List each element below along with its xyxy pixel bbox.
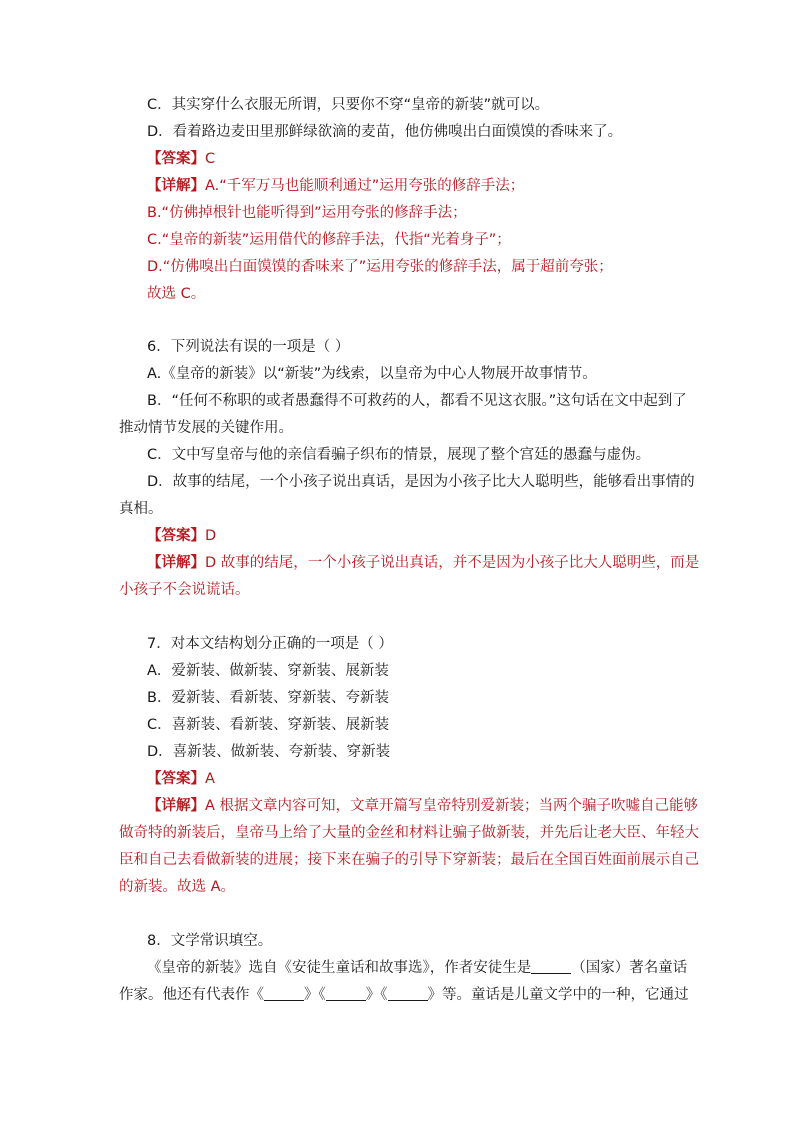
q7-option-c: C．喜新装、看新装、穿新装、展新装 <box>147 717 390 733</box>
detail-tag: 【详解】 <box>147 178 205 194</box>
q7-stem: 7．对本文结构划分正确的一项是（ ） <box>147 636 393 652</box>
q6-option-d-line2: 真相。 <box>119 501 163 517</box>
answer-value: C <box>205 151 216 167</box>
q5-detail-1 <box>147 176 524 196</box>
q5-answer <box>147 149 215 169</box>
q8-line1-text-b: （国家）著名童话 <box>571 960 688 976</box>
detail-text: A 根据文章内容可知，文章开篇写皇帝特别爱新装；当两个骗子吹嘘自己能够 <box>205 798 699 814</box>
country-blank[interactable] <box>531 959 571 974</box>
q7-option-b: B．爱新装、看新装、穿新装、夸新装 <box>147 690 389 706</box>
q6-detail-1 <box>147 553 699 573</box>
q8-line1-text-a: 《皇帝的新装》选自《安徒生童话和故事选》，作者安徒生是 <box>147 960 532 976</box>
answer-tag: 【答案】 <box>147 771 205 787</box>
detail-tag: 【详解】 <box>147 555 205 571</box>
q8-line2-text-a: 作家。他还有代表作《 <box>119 987 264 1003</box>
q6-option-c: C．文中写皇帝与他的亲信看骗子织布的情景，展现了整个宫廷的愚蠢与虚伪。 <box>147 447 651 463</box>
q6-option-b-line2: 推动情节发展的关键作用。 <box>119 420 293 436</box>
answer-tag: 【答案】 <box>147 151 205 167</box>
q5-detail-5: 故选 C。 <box>147 286 206 302</box>
q5-option-c: C．其实穿什么衣服无所谓，只要你不穿“皇帝的新装”就可以。 <box>147 97 550 113</box>
answer-tag: 【答案】 <box>147 528 205 544</box>
q7-option-a: A．爱新装、做新装、穿新装、展新装 <box>147 663 389 679</box>
work-blank-2[interactable] <box>326 986 366 1001</box>
q7-detail-4: 的新装。故选 A。 <box>119 879 236 895</box>
q5-detail-2: B.“仿佛掉根针也能听得到”运用夸张的修辞手法； <box>147 205 467 221</box>
q8-line2-text-c: 》《 <box>365 987 388 1003</box>
q6-stem: 6．下列说法有误的一项是（ ） <box>147 339 350 355</box>
q8-line2-text-d: 》等。童话是儿童文学中的一种，它通过 <box>427 987 689 1003</box>
answer-value: D <box>205 528 217 544</box>
q7-detail-1 <box>147 796 698 816</box>
q6-option-a: A.《皇帝的新装》以“新装”为线索，以皇帝为中心人物展开故事情节。 <box>147 366 597 382</box>
q6-option-b-line1: B．“任何不称职的或者愚蠢得不可救药的人，都看不见这衣服。”这句话在文中起到了 <box>147 393 687 409</box>
detail-text: D 故事的结尾，一个小孩子说出真话，并不是因为小孩子比大人聪明些，而是 <box>205 555 700 571</box>
work-blank-1[interactable] <box>264 986 304 1001</box>
q8-line1 <box>147 958 687 978</box>
work-blank-3[interactable] <box>388 986 428 1001</box>
detail-text: A.“千军万马也能顺利通过”运用夸张的修辞手法； <box>205 178 525 194</box>
q8-line2 <box>119 985 689 1005</box>
q7-answer <box>147 769 215 789</box>
q7-detail-2: 做奇特的新装后，皇帝马上给了大量的金丝和材料让骗子做新装，并先后让老大臣、年轻大 <box>119 825 699 841</box>
q5-detail-4: D.“仿佛嗅出白面馍馍的香味来了”运用夸张的修辞手法，属于超前夸张； <box>147 259 613 275</box>
detail-tag: 【详解】 <box>147 798 205 814</box>
q8-stem: 8．文学常识填空。 <box>147 933 273 949</box>
q5-option-d: D．看着路边麦田里那鲜绿欲滴的麦苗，他仿佛嗅出白面馍馍的香味来了。 <box>147 124 623 140</box>
q6-option-d-line1: D．故事的结尾，一个小孩子说出真话，是因为小孩子比大人聪明些，能够看出事情的 <box>147 474 695 490</box>
q7-option-d: D．喜新装、做新装、夸新装、穿新装 <box>147 744 391 760</box>
q5-detail-3: C.“皇帝的新装”运用借代的修辞手法，代指“光着身子”； <box>147 232 511 248</box>
q8-line2-text-b: 》《 <box>304 987 326 1003</box>
q6-answer <box>147 526 216 546</box>
q6-detail-2: 小孩子不会说谎话。 <box>119 582 250 598</box>
q7-detail-3: 臣和自己去看做新装的进展；接下来在骗子的引导下穿新装；最后在全国百姓面前展示自己 <box>119 852 699 868</box>
answer-value: A <box>205 771 215 787</box>
